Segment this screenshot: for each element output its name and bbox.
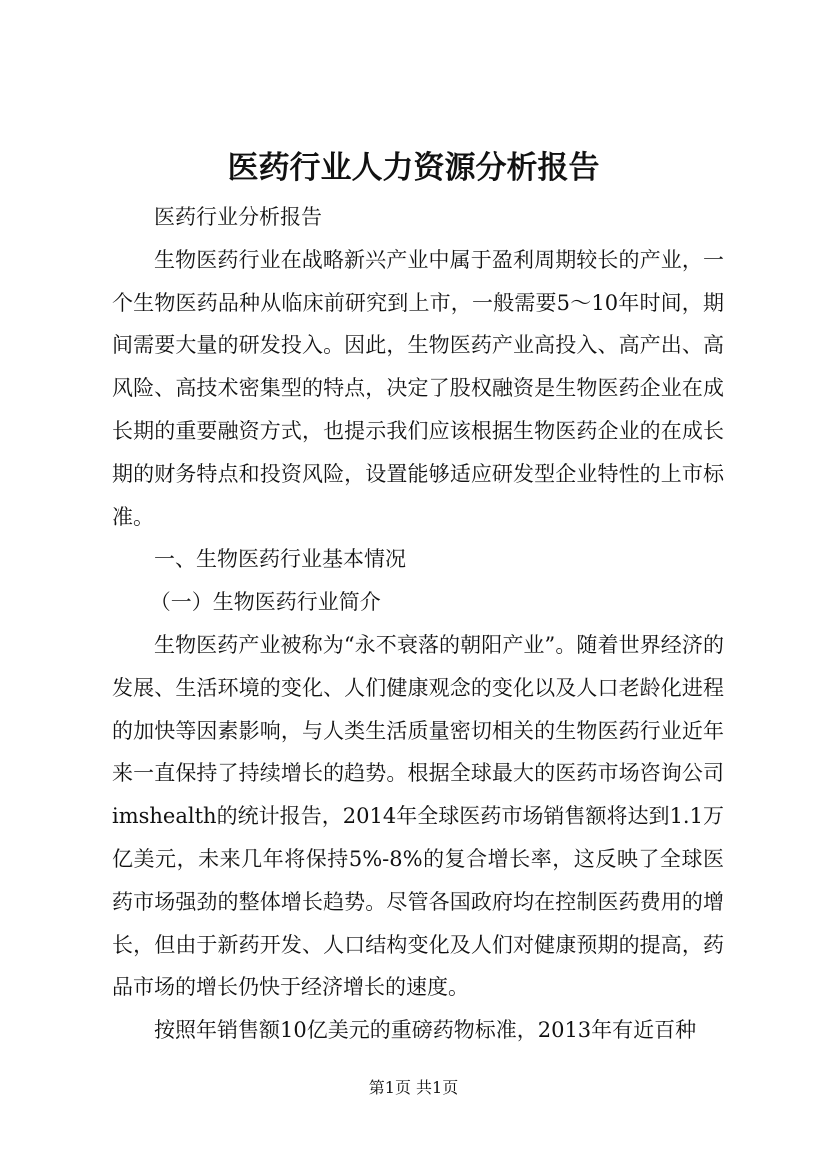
subsection-heading: （一）生物医药行业简介 — [149, 590, 381, 615]
section-heading: 一、生物医药行业基本情况 — [154, 547, 406, 572]
subtitle-paragraph: 医药行业分析报告 — [154, 205, 322, 229]
intro-paragraph: 生物医药行业在战略新兴产业中属于盈利周期较长的产业，一个生物医药品种从临床前研究到上市，一般需要5～10年时间，期间需要大量的研发投入。因此，生物医药产业高投入、高产出、高风险、高技术密集型的特点，决定了股权融资是生物医药企业在成长期的重要融资方式，也提示我们应该根据生物医药企业的在成长期的财务特点和投资风险，设置能够适应研发型企业特性的上市标准。 — [112, 247, 724, 529]
document-body — [112, 196, 724, 1052]
blockbuster-paragraph: 按照年销售额10亿美元的重磅药物标准，2013年有近百种 — [154, 1018, 697, 1043]
industry-overview-paragraph: 生物医药产业被称为“永不衰落的朝阳产业”。随着世界经济的发展、生活环境的变化、人们健康观念的变化以及人口老龄化进程的加快等因素影响，与人类生活质量密切相关的生物医药行业近年来一直保持了持续增长的趋势。根据全球最大的医药市场咨询公司imshealth的统计报告，2014年全球医药市场销售额将达到1.1万亿美元，未来几年将保持5%-8%的复合增长率，这反映了全球医药市场强劲的整体增长趋势。尽管各国政府均在控制医药费用的增长，但由于新药开发、人口结构变化及人们对健康预期的提高，药品市场的增长仍快于经济增长的速度。 — [112, 632, 724, 1000]
document-title: 医药行业人力资源分析报告 — [227, 150, 600, 186]
page-number-label: 第1页 共1页 — [368, 1078, 459, 1097]
page-footer — [0, 1078, 827, 1098]
